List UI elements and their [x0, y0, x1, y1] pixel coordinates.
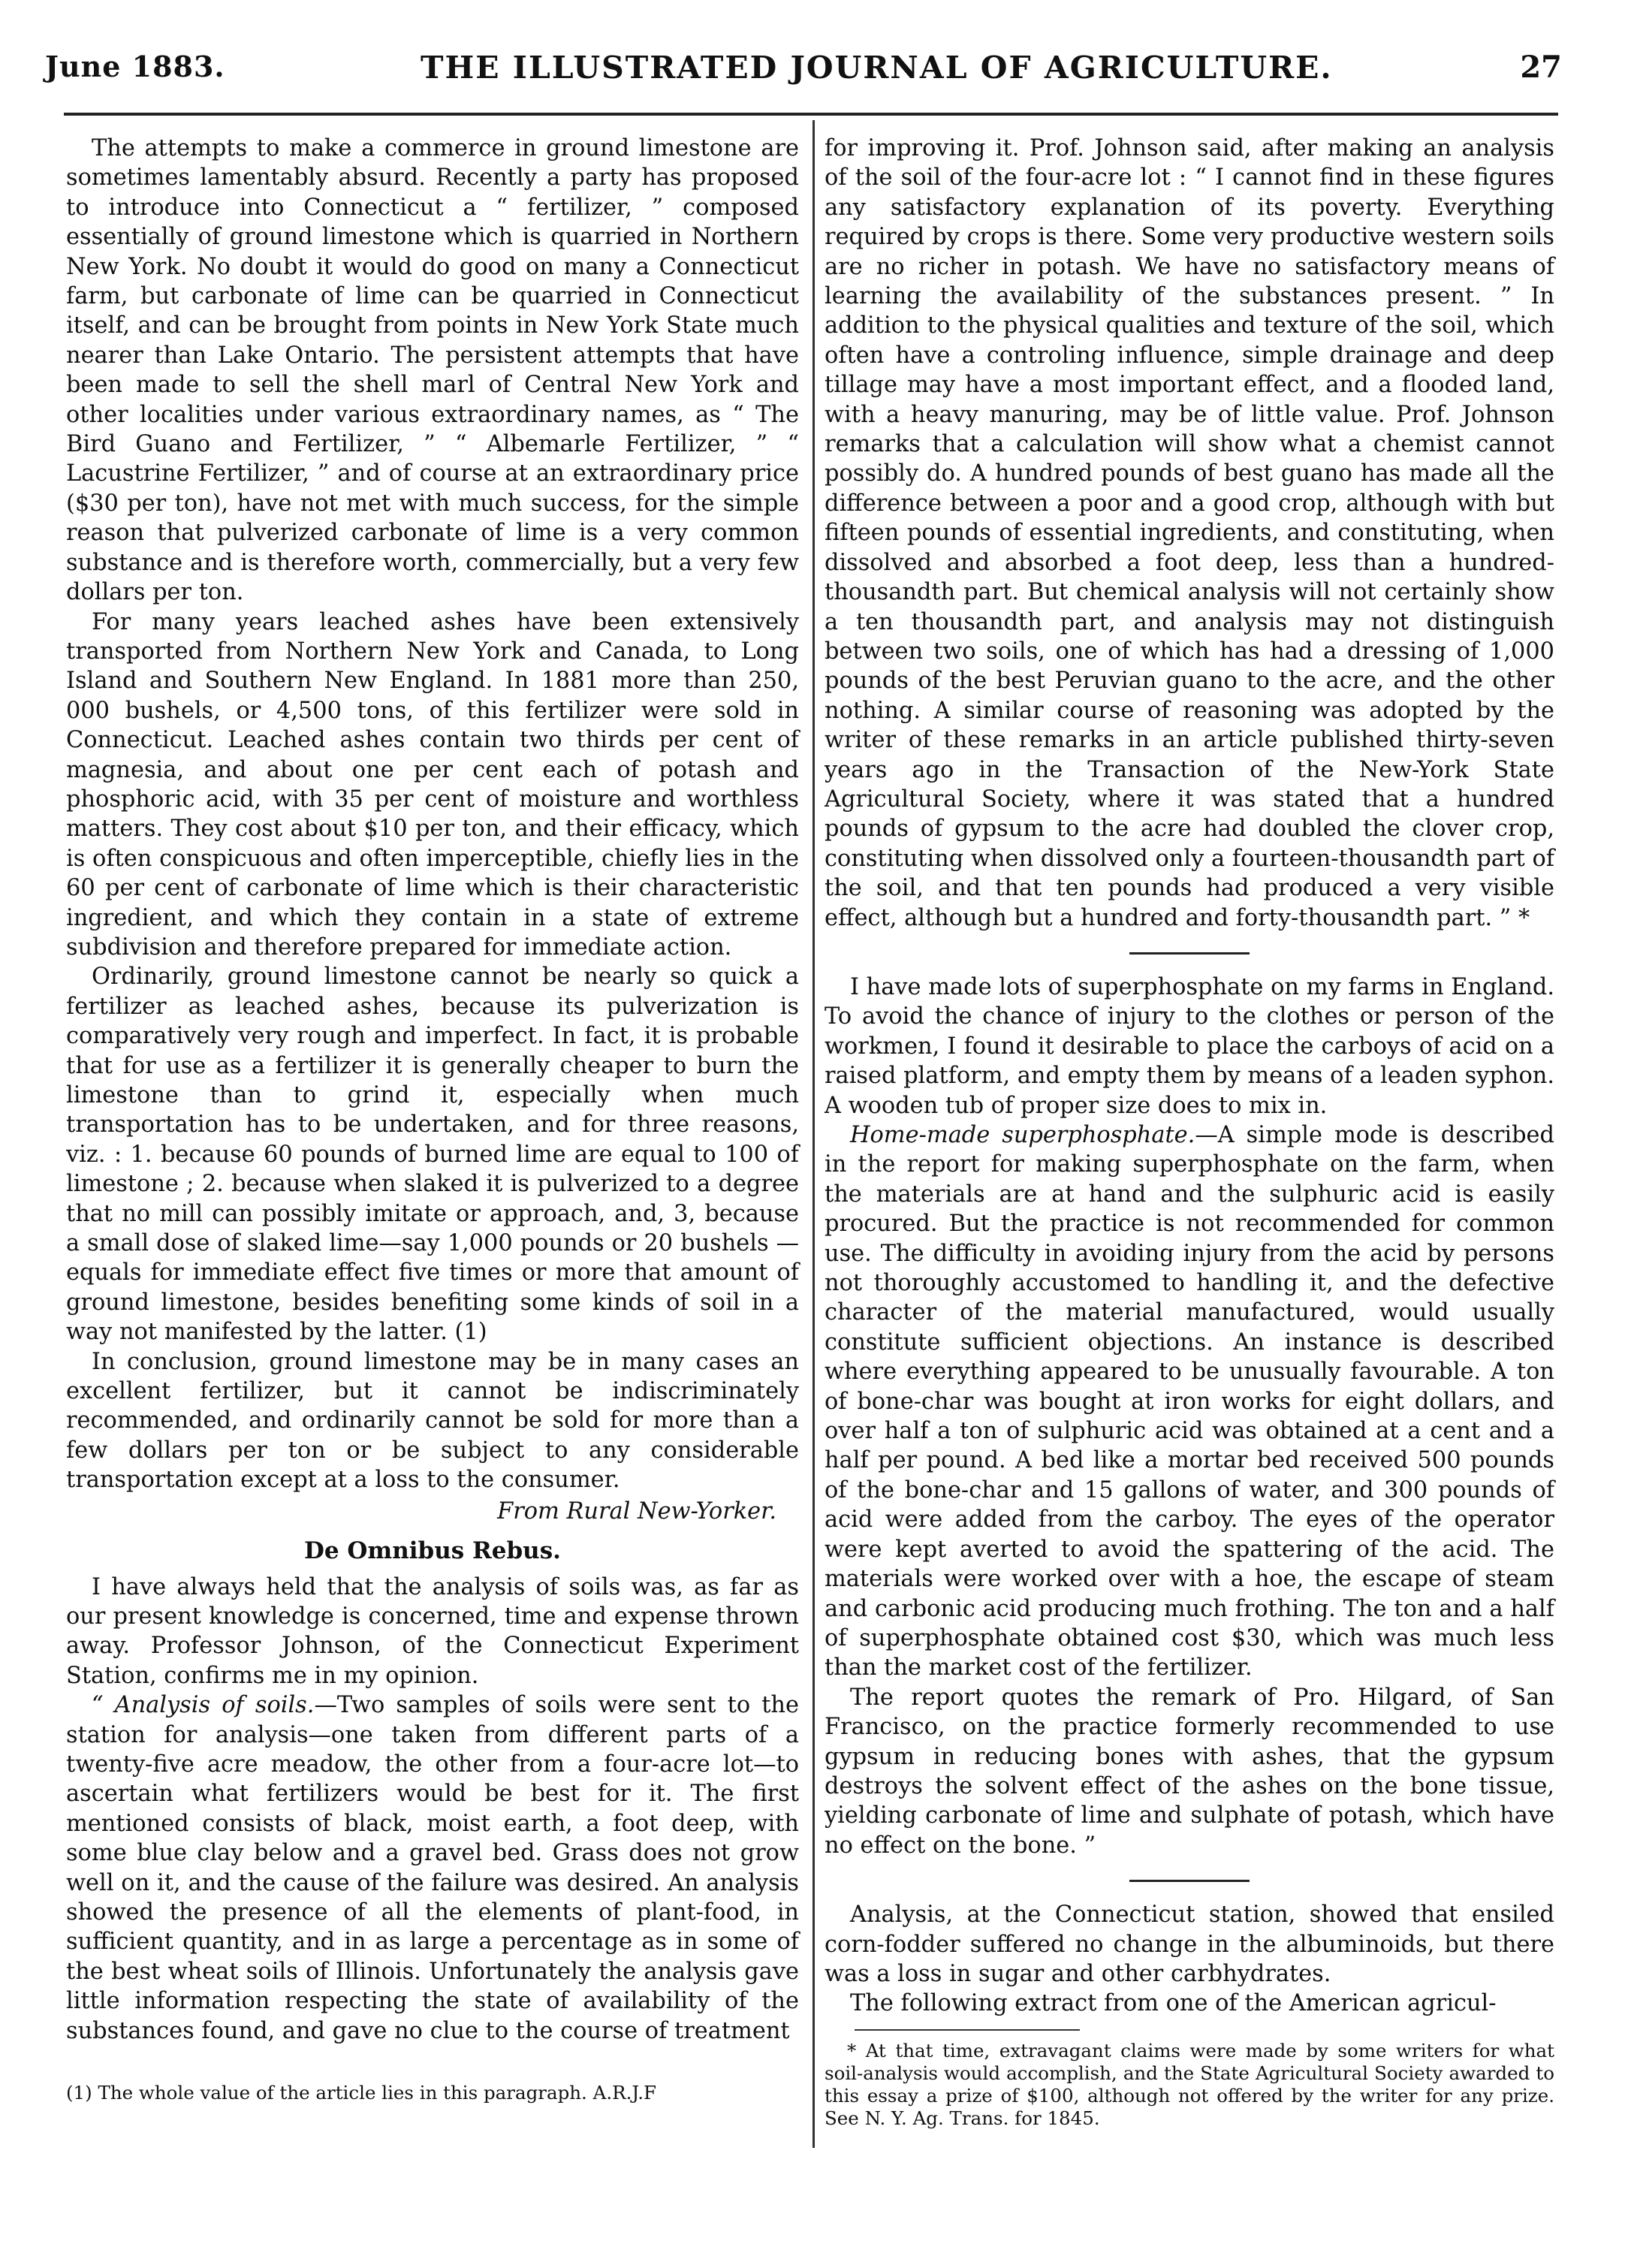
left-paragraph-6-body: —Two samples of soils were sent to the station for analysis—one taken from different parts of a twenty-five acre meadow, the other from a four-acre lot—to ascertain what fertilizers would be best for it. The first mentioned consists of black, moist earth, a foot deep, with some blue clay below and a gravel bed. Grass does not grow well on it, and the cause of the failure was desired. An analysis showed the presence of all the elements of plant-food, in sufficient quantity, and in as large a percentage as in some of the best wheat soils of Illinois. Unfortunately the analysis gave little information respecting the state of availability of the substances found, and gave no clue to the course of treatment	[66, 1692, 799, 2044]
left-paragraph-5: I have always held that the analysis of soils was, as far as our present knowledge is concerned, time and expense thrown away. Professor Johnson, of the Connecticut Experiment Station, confirms me in my opinion.	[66, 1573, 799, 1689]
page-number: 27	[1520, 50, 1562, 85]
right-paragraph-5: Analysis, at the Connecticut station, showed that ensiled corn-fodder suffered no change in the albuminoids, but there was a loss in sugar and other carbhydrates.	[825, 1902, 1554, 1987]
left-column	[66, 134, 799, 2104]
section-separator-1	[1129, 952, 1250, 955]
right-paragraph-4: The report quotes the remark of Pro. Hilgard, of San Francisco, on the practice formerly recommended to use gypsum in reducing bones with ashes, that the gypsum destroys the solvent effect of the ashes on the bone tissue, yielding carbonate of lime and sulphate of potash, which have no effect on the bone. ”	[825, 1684, 1554, 1859]
section-heading: De Omnibus Rebus.	[304, 1537, 561, 1565]
right-paragraph-2: I have made lots of superphosphate on my farms in England. To avoid the chance of injury to the clothes or person of the workmen, I found it desirable to place the carboys of acid on a raised platform, and empty them by means of a leaden syphon. A wooden tub of proper size does to mix in.	[825, 973, 1554, 1119]
right-footnote: * At that time, extravagant claims were made by some writers for what soil-analysis would accomplish, and the State Agricultural Society awarded to this essay a prize of $100, although not offered by the writer for any prize. See N. Y. Ag. Trans. for 1845.	[825, 2039, 1554, 2129]
left-paragraph-4: In conclusion, ground limestone may be in many cases an excellent fertilizer, but it cannot be indiscriminately recommended, and ordinarily cannot be sold for more than a few dollars per ton or be subject to any considerable transportation except at a loss to the consumer.	[66, 1348, 799, 1494]
right-paragraph-6: The following extract from one of the American agricul-	[850, 1990, 1497, 2017]
journal-title: THE ILLUSTRATED JOURNAL OF AGRICULTURE.	[421, 50, 1333, 86]
left-paragraph-6-lead: “ Analysis of soils.	[92, 1692, 315, 1719]
right-paragraph-1: for improving it. Prof. Johnson said, after making an analysis of the soil of the four-acre lot : “ I cannot find in these figures any satisfactory explanation of its poverty. Everything required by crops is there. Some very productive western soils are no richer in potash. We have no satisfactory means of learning the availability of the substances present. ” In addition to the physical qualities and texture of the soil, which often have a controling influence, simple drainage and deep tillage may have a most important effect, and a flooded land, with a heavy manuring, may be of little value. Prof. Johnson remarks that a calculation will show what a chemist cannot possibly do. A hundred pounds of best guano has made all the difference between a poor and a good crop, although with but fifteen pounds of essential ingredients, and constituting, when dissolved and absorbed a foot deep, less than a hundred-thousandth part. But chemical analysis will not certainly show a ten thousandth part, and analysis may not distinguish between two soils, one of which has had a dressing of 1,000 pounds of the best Peruvian guano to the acre, and the other nothing. A similar course of reasoning was adopted by the writer of these remarks in an article published thirty-seven years ago in the Transaction of the New-York State Agricultural Society, where it was stated that a hundred pounds of gypsum to the acre had doubled the clover crop, constituting when dissolved only a fourteen-thousandth part of the soil, and that ten pounds had produced a very visible effect, although but a hundred and forty-thousandth part. ” *	[825, 135, 1554, 931]
issue-date: June 1883.	[45, 50, 225, 83]
section-separator-2	[1129, 1880, 1250, 1882]
left-paragraph-2: For many years leached ashes have been extensively transported from Northern New York and Canada, to Long Island and Southern New England. In 1881 more than 250, 000 bushels, or 4,500 tons, of this fertilizer were sold in Connecticut. Leached ashes contain two thirds per cent of magnesia, and about one per cent each of potash and phosphoric acid, with 35 per cent of moisture and worthless matters. They cost about $10 per ton, and their efficacy, which is often conspicuous and often imperceptible, chiefly lies in the 60 per cent of carbonate of lime which is their characteristic ingredient, and which they contain in a state of extreme subdivision and therefore prepared for immediate action.	[66, 608, 799, 961]
left-footnote: (1) The whole value of the article lies in this paragraph. A.R.J.F	[66, 2082, 657, 2104]
column-divider	[812, 120, 815, 2148]
left-paragraph-3: Ordinarily, ground limestone cannot be nearly so quick a fertilizer as leached ashes, because its pulverization is comparatively very rough and imperfect. In fact, it is probable that for use as a fertilizer it is generally cheaper to burn the limestone than to grind it, especially when much transportation has to be undertaken, and for three reasons, viz. : 1. because 60 pounds of burned lime are equal to 100 of limestone ; 2. because when slaked it is pulverized to a degree that no mill can possibly imitate or approach, and, 3, because a small dose of slaked lime—say 1,000 pounds or 20 bushels —equals for immediate effect five times or more that amount of ground limestone, besides benefiting some kinds of soil in a way not manifested by the latter. (1)	[66, 964, 799, 1346]
header-rule	[64, 113, 1558, 116]
right-column	[825, 134, 1554, 2130]
right-paragraph-3	[825, 1120, 1554, 1683]
left-paragraph-1: The attempts to make a commerce in ground limestone are sometimes lamentably absurd. Recently a party has proposed to introduce into Connecticut a “ fertilizer, ” composed essentially of ground limestone which is quarried in Northern New York. No doubt it would do good on many a Connecticut farm, but carbonate of lime can be quarried in Connecticut itself, and can be brought from points in New York State much nearer than Lake Ontario. The persistent attempts that have been made to sell the shell marl of Central New York and other localities under various extraordinary names, as “ The Bird Guano and Fertilizer, ” “ Albemarle Fertilizer, ” “ Lacustrine Fertilizer, ” and of course at an extraordinary price ($30 per ton), have not met with much success, for the simple reason that pulverized carbonate of lime is a very common substance and is therefore worth, commercially, but a very few dollars per ton.	[66, 135, 799, 606]
left-paragraph-6	[66, 1690, 799, 2046]
page-header	[45, 44, 1569, 89]
footnote-rule	[855, 2029, 1080, 2031]
right-paragraph-3-lead: Home-made superphosphate.	[850, 1122, 1195, 1148]
right-paragraph-3-body: —A simple mode is described in the report for making superphosphate on the farm, when the materials are at hand and the sulphuric acid is easily procured. But the practice is not recommended for common use. The difficulty in avoiding injury from the acid by persons not thoroughly accustomed to handling it, and the defective character of the material manufactured, would usually constitute sufficient objections. An instance is described where everything appeared to be unusually favourable. A ton of bone-char was bought at iron works for eight dollars, and over half a ton of sulphuric acid was obtained at a cent and a half per pound. A bed like a mortar bed received 500 pounds of the bone-char and 15 gallons of water, and 300 pounds of acid were added from the carboy. The eyes of the operator were kept averted to avoid the spattering of the acid. The materials were worked over with a hoe, the escape of steam and carbonic acid producing much frothing. The ton and a half of superphosphate obtained cost $30, which was much less than the market cost of the fertilizer.	[825, 1122, 1554, 1681]
source-attribution: From Rural New-Yorker.	[497, 1497, 776, 1525]
